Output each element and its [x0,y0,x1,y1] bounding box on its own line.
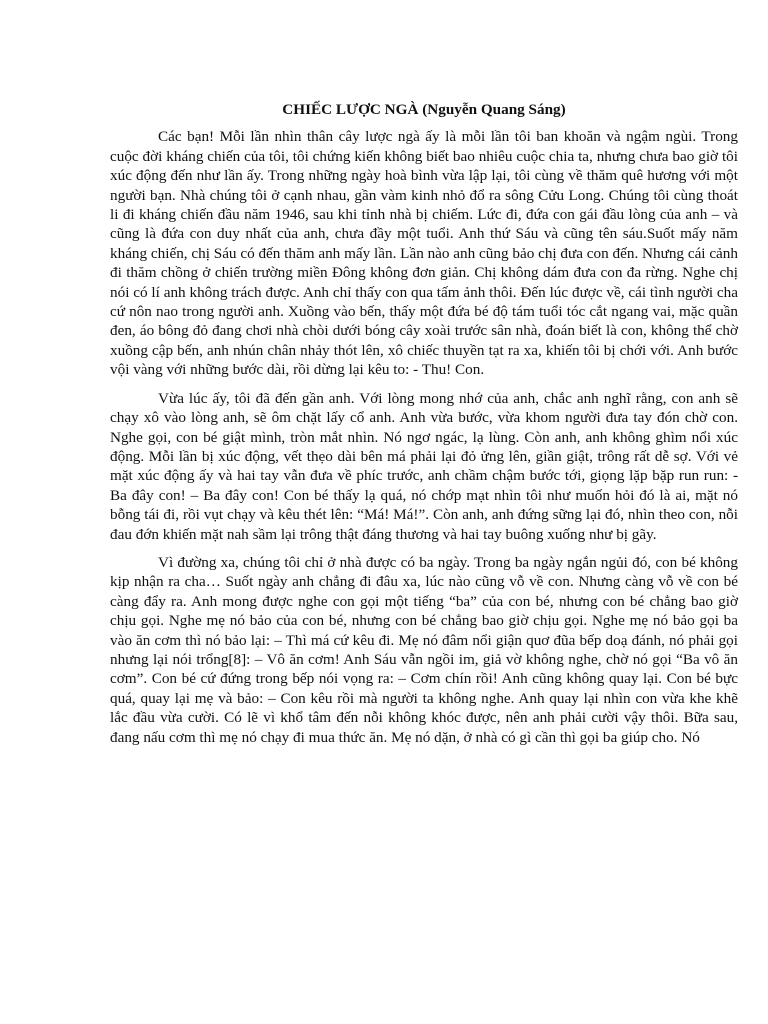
title-text: CHIẾC LƯỢC NGÀ [282,101,419,118]
author-text: (Nguyễn Quang Sáng) [422,101,566,118]
paragraph-2: Vừa lúc ấy, tôi đã đến gần anh. Với lòng mong nhớ của anh, chắc anh nghĩ rằng, con anh sẽ chạy xô vào lòng anh, sẽ ôm chặt lấy cổ anh. Anh vừa bước, vừa khom người đưa tay đón chờ con. Nghe gọi, con bé giật mình, tròn mắt nhìn. Nó ngơ ngác, lạ lùng. Còn anh, anh không ghìm nổi xúc động. Mỗi lần bị xúc động, vết thẹo dài bên má phải lại đỏ ửng lên, giần giật, trông rất dễ sợ. Với vẻ mặt xúc động ấy và hai tay vẫn đưa về phíc trước, anh chầm chậm bước tới, giọng lặp bặp run run: - Ba đây con! – Ba đây con! Con bé thấy lạ quá, nó chớp mạt nhìn tôi như muốn hỏi đó là ai, mặt nó bỗng tái đi, rồi vụt chạy và kêu thét lên: “Má! Má!”. Còn anh, anh đứng sững lại đó, nhìn theo con, nỗi đau đớn khiến mặt nah sầm lại trông thật đáng thương và hai tay buông xuống như bị gãy. [110,389,738,543]
paragraph-1: Các bạn! Mỗi lần nhìn thân cây lược ngà ấy là mỗi lần tôi ban khoăn và ngậm ngùi. Trong cuộc đời kháng chiến của tôi, tôi chứng kiến không biết bao nhiêu cuộc chia ta, nhưng chưa bao giờ tôi xúc động đến như lần ấy. Trong những ngày hoà bình vừa lập lại, tôi cùng về thăm quê hương với một người bạn. Nhà chúng tôi ở cạnh nhau, gần vàm kinh nhỏ đổ ra sông Cửu Long. Chúng tôi cùng thoát li đi kháng chiến đầu năm 1946, sau khi tỉnh nhà bị chiếm. Lức đi, đứa con gái đầu lòng của anh – và cũng là đứa con duy nhất của anh, chưa đầy một tuổi. Anh thứ Sáu và cũng tên sáu.Suốt mấy năm kháng chiến, chị Sáu có đến thăm anh mấy lần. Lần nào anh cũng bảo chị đưa con đến. Nhưng cái cảnh đi thăm chồng ở chiến trường miền Đông không đơn giản. Chị không dám đưa con đa rừng. Nghe chị nói có lí anh không trách được. Anh chỉ thấy con qua tấm ảnh thôi. Đến lúc được về, cái tình người cha cứ nôn nao trong người anh. Xuồng vào bến, thấy một đứa bé độ tám tuổi tóc cắt ngang vai, mặc quần đen, áo bông đỏ đang chơi nhà chòi dưới bóng cây xoài trước sân nhà, đoán biết là con, không thể chờ xuồng cập bến, anh nhún chân nhảy thót lên, xô chiếc thuyền tạt ra xa, khiến tôi bị chới với. Anh bước vội vàng với những bước dài, rồi dừng lại kêu to: - Thu! Con. [110,128,738,379]
document-title [110,100,738,119]
paragraph-3: Vì đường xa, chúng tôi chỉ ở nhà được có ba ngày. Trong ba ngày ngắn ngủi đó, con bé không kịp nhận ra cha… Suốt ngày anh chẳng đi đâu xa, lúc nào cũng vỗ về con. Nhưng càng vỗ về con bé càng đẩy ra. Anh mong được nghe con gọi một tiếng “ba” của con bé, nhưng con bé chẳng bao giờ chịu gọi. Nghe mẹ nó bảo của con bé, nhưng con bé chẳng bao giờ chịu gọi. Nghe mẹ nó bảo gọi ba vào ăn cơm thì nó bảo lại: – Thì má cứ kêu đi. Mẹ nó đâm nổi giận quơ đũa bếp doạ đánh, nó phải gọi nhưng lại nói trổng[8]: – Vô ăn cơm! Anh Sáu vẫn ngồi im, giả vờ không nghe, chờ nó gọi “Ba vô ăn cơm”. Con bé cứ đứng trong bếp nói vọng ra: – Cơm chín rồi! Anh cũng không quay lại. Con bé bực quá, quay lại mẹ và bảo: – Con kêu rồi mà người ta không nghe. Anh quay lại nhìn con vừa khe khẽ lắc đầu vừa cười. Có lẽ vì khổ tâm đến nỗi không khóc được, nên anh phải cười vậy thôi. Bữa sau, đang nấu cơm thì mẹ nó chạy đi mua thức ăn. Mẹ nó dặn, ở nhà có gì cần thì gọi ba giúp cho. Nó [110,553,738,746]
document-page [110,100,738,756]
